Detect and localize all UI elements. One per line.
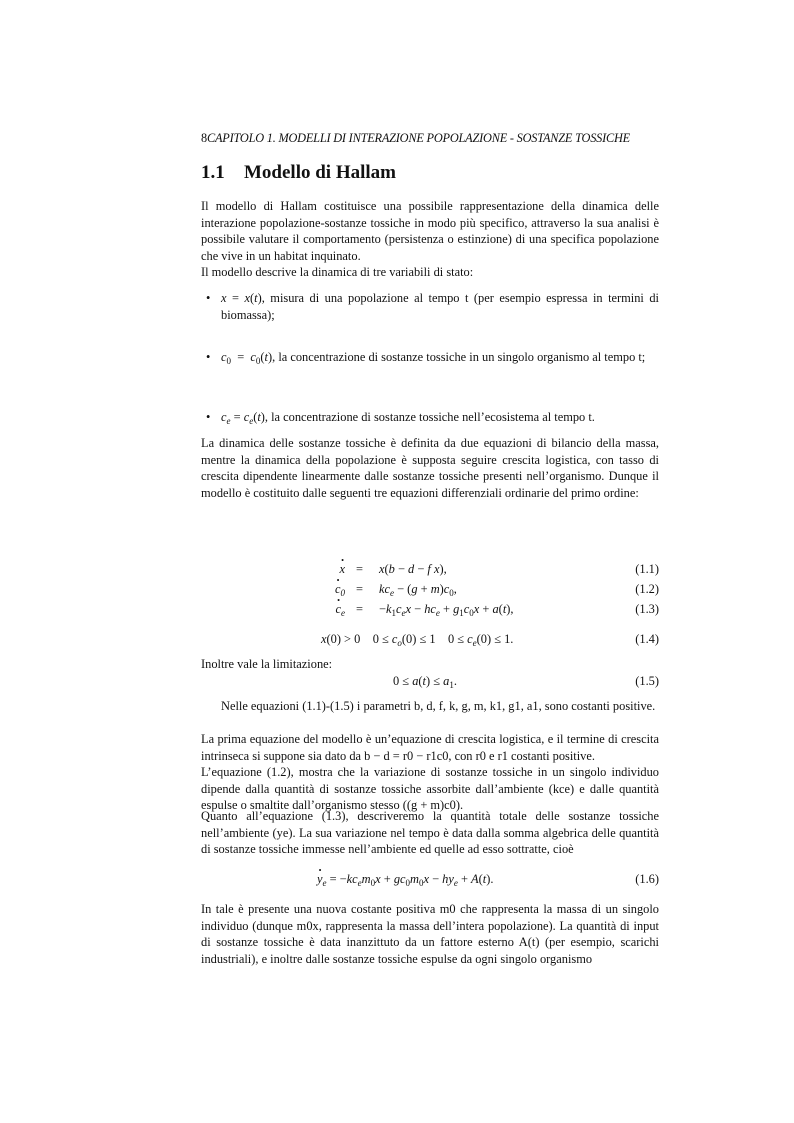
final-paragraph: In tale è presente una nuova costante positiva m0 che rappresenta la massa di un singolo individuo (dunque m0x, rappresenta la massa dell’intera popolazione). La quantità di input di sostanze tossiche è data inanzittuto da un fattore esterno A(t) (per esempio, scarichi industriali), e inoltre dalle sostanze tossiche espulse da ogni singolo organismo [201,902,659,966]
bullet-icon: • [206,350,211,364]
section-heading [201,162,396,184]
logistic-paragraph: La prima equazione del modello è un’equazione di crescita logistica, e il termine di crescita intrinseca si suppone sia dato da b − d = r0 − r1c0, con r0 e r1 costanti positive. [201,732,659,763]
equation-1-5: $0 \le a(t) \le a_1$. (1.5) [393,674,659,690]
equation-tag: (1.1) [635,562,659,576]
bullet-text: , la concentrazione di sostanze tossiche in un singolo organismo al tempo t; [272,350,646,364]
equation-tag: (1.3) [635,602,659,616]
section-title: Modello di Hallam [244,162,396,183]
params-paragraph: Nelle equazioni (1.1)-(1.5) i parametri b, d, f, k, g, m, k1, g1, a1, sono costanti positive. [221,699,656,713]
equation-1-4: x(0) > 0 $0 \le c_o(0) \le 1$ $0 \le c_e(0) \le 1$. (1.4) [321,632,659,648]
list-item: • x = x(t), misura di una popolazione al tempo t (per esempio espressa in termini di biomassa); [206,291,659,322]
equation-tag: (1.2) [635,582,659,596]
equation-1-6: · $y_e = -kc_em_0x + gc_0m_0x - hy_e + A(t)$. (1.6) [201,872,659,890]
equation-tag: (1.4) [635,632,659,646]
equation-1-3: · $c_e$ = $-k_1c_ex - hc_e + g_1c_0x + a(t)$, (1.3) [201,602,659,620]
bullet-icon: • [206,291,211,305]
running-header [201,131,721,146]
list-item: • $c_0 = c_0(t)$, la concentrazione di sostanze tossiche in un singolo organismo al tempo t; [206,350,646,366]
equation-tag: (1.6) [635,872,659,886]
bullet-math-x: x [221,291,227,305]
equation-1-1: · x = x(b − d − f x), (1.1) [201,562,659,580]
bullet-text: , misura di una popolazione al tempo t (per esempio espressa in termini di biomassa); [221,291,659,322]
equation-1-2: · $c_0$ = $kc_e - (g + m)c_0$, (1.2) [201,582,659,600]
dynamics-paragraph: La dinamica delle sostanze tossiche è definita da due equazioni di bilancio della massa, mentre la dinamica della popolazione è supposta seguire crescita logistica, con tasso di crescita dipendente linearmente dalle sostanze tossiche presenti nell’organismo. Dunque il modello è costituito dalle seguenti tre equazioni differenziali ordinarie del primo ordine: [201,436,659,500]
limitation-label: Inoltre vale la limitazione: [201,657,333,671]
section-number: 1.1 [201,162,225,183]
page-number: 8 [201,131,207,145]
intro-text-2: Il modello descrive la dinamica di tre variabili di stato: [201,265,474,280]
intro-text-1: Il modello di Hallam costituisce una possibile rappresentazione della dinamica delle interazione popolazione-sostanze tossiche in modo più specifico, attraverso la sua analisi è possibile valutare il comportamento (persistenza o estinzione) di una specifica popolazione che vive in un habitat inquinato. [201,199,659,263]
equation-tag: (1.5) [635,674,659,688]
list-item: • $c_e = c_e(t)$, la concentrazione di sostanze tossiche nell’ecosistema al tempo t. [206,410,595,426]
eq12-paragraph: L’equazione (1.2), mostra che la variazione di sostanze tossiche in un singolo individuo dipende dalla quantità di sostanze tossiche assorbite dall’ambiente (kce) e dalle quantità espulse o smaltite dall’organismo stesso ((g + m)c0). [201,765,659,813]
eq13-paragraph: Quanto all’equazione (1.3), descriveremo la quantità totale delle sostanze tossiche nell’ambiente (ye). La sua variazione nel tempo è data dalla somma algebrica delle quantità di sostanze tossiche immesse nell’ambiente ed quelle ad esso sottratte, cioè [201,809,659,857]
bullet-text: , la concentrazione di sostanze tossiche nell’ecosistema al tempo t. [264,410,595,424]
running-title: CAPITOLO 1. MODELLI DI INTERAZIONE POPOLAZIONE - SOSTANZE TOSSICHE [206,131,630,145]
intro-paragraph [201,198,659,281]
bullet-icon: • [206,410,211,424]
bullet-math-c0: c [221,350,227,364]
bullet-math-ce: c [221,410,227,424]
